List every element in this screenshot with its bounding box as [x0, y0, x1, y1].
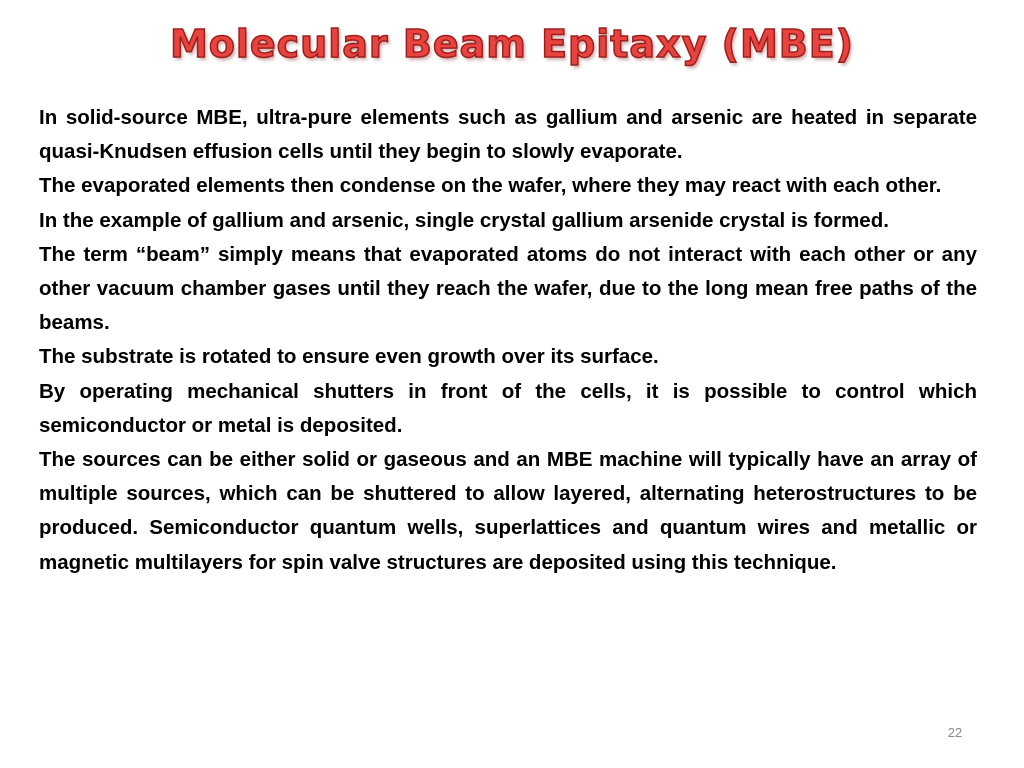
paragraph-beam-term: The term “beam” simply means that evaporated atoms do not interact with each other or any other vacuum chamber gases until they reach the wafer, due to the long mean free paths of the beams. — [39, 242, 977, 335]
slide-body — [39, 101, 977, 580]
paragraph-shutters: By operating mechanical shutters in front of the cells, it is possible to control which semiconductor or metal is deposited. — [39, 379, 977, 437]
paragraph-gallium-arsenide: In the example of gallium and arsenic, single crystal gallium arsenide crystal is formed. — [39, 208, 889, 232]
paragraph-sources: The sources can be either solid or gaseous and an MBE machine will typically have an array of multiple sources, which can be shuttered to allow layered, alternating heterostructures to be produced. Semiconductor quantum wells, superlattices and quantum wires and metallic or magnetic multilayers for spin valve structures are deposited using this technique. — [39, 448, 977, 574]
paragraph-solid-source: In solid-source MBE, ultra-pure elements such as gallium and arsenic are heated in separate quasi-Knudsen effusion cells until they begin to slowly evaporate. — [39, 106, 977, 164]
paragraph-substrate-rotation: The substrate is rotated to ensure even growth over its surface. — [39, 345, 659, 369]
paragraph-condense: The evaporated elements then condense on the wafer, where they may react with each other. — [39, 174, 942, 198]
page-number: 22 — [947, 725, 963, 740]
slide-title: Molecular Beam Epitaxy (MBE) — [169, 22, 855, 66]
